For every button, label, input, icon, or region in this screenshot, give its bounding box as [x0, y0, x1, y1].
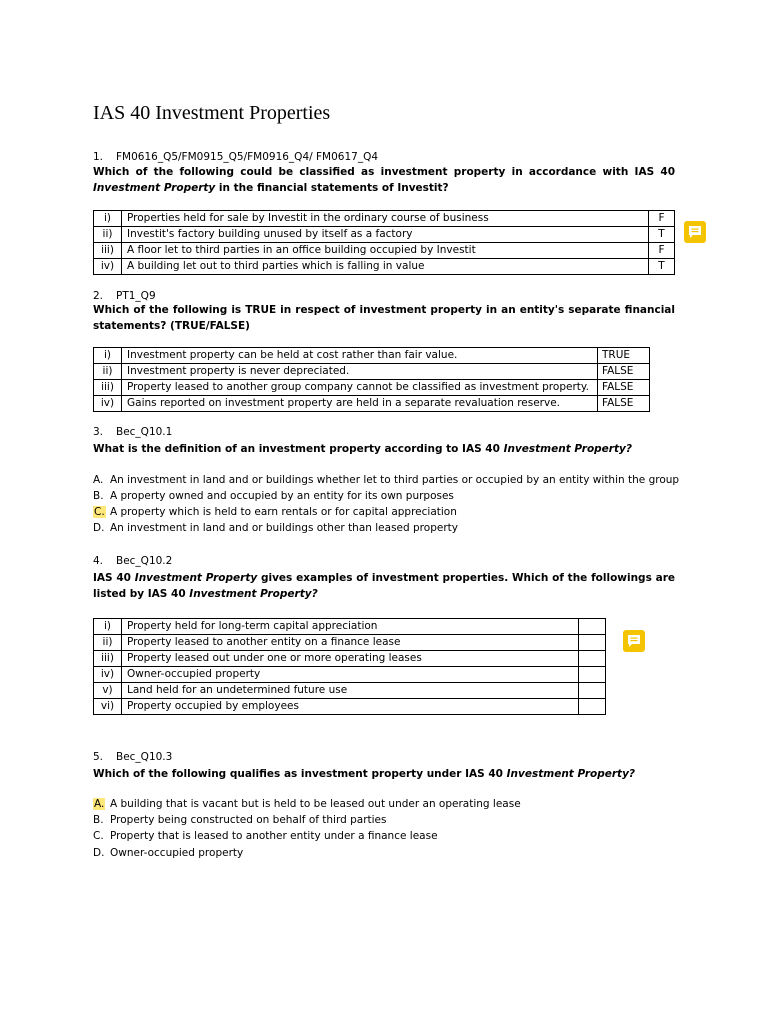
q5-number: 5.	[93, 751, 104, 763]
table-row: iii) Property leased to another group company cannot be classified as investment property. FALSE	[94, 380, 650, 396]
table-row: iii) A floor let to third parties in an office building occupied by Investit F	[94, 243, 675, 259]
q5-option-c: C. Property that is leased to another entity under a finance lease	[93, 830, 438, 842]
q5-option-d: D. Owner-occupied property	[93, 847, 244, 859]
answer-highlight: A.	[94, 798, 105, 810]
q4-header	[93, 555, 172, 567]
table-row: ii) Investment property is never depreciated. FALSE	[94, 364, 650, 380]
q3-ref: Bec_Q10.1	[116, 426, 173, 438]
q1-table	[93, 210, 675, 275]
table-row: iv) Owner-occupied property	[94, 667, 606, 683]
q3-option-b: B. A property owned and occupied by an entity for its own purposes	[93, 490, 454, 502]
q3-text: What is the definition of an investment property according to IAS 40 Investment Property?	[93, 443, 632, 455]
page-title: IAS 40 Investment Properties	[93, 102, 331, 124]
table-row: vi) Property occupied by employees	[94, 699, 606, 715]
table-row: iv) Gains reported on investment property are held in a separate revaluation reserve. FALSE	[94, 396, 650, 412]
q5-option-a: A. A building that is vacant but is held to be leased out under an operating lease	[94, 798, 521, 810]
q5-text: Which of the following qualifies as investment property under IAS 40 Investment Property?	[93, 768, 636, 780]
q4-text: IAS 40 Investment Property gives examples of investment properties. Which of the followings are listed by IAS 40 Investment Property?	[93, 572, 675, 600]
comment-icon[interactable]	[684, 221, 706, 243]
q5-ref: Bec_Q10.3	[116, 751, 173, 763]
answer-highlight: C.	[94, 506, 105, 518]
table-row: ii) Property leased to another entity on a finance lease	[94, 635, 606, 651]
q2-ref: PT1_Q9	[116, 290, 156, 302]
q1-text: Which of the following could be classified as investment property in accordance with IAS 40 Investment Property in the financial statements of Investit?	[93, 166, 675, 194]
q2-header	[93, 290, 156, 302]
comment-icon[interactable]	[623, 630, 645, 652]
table-row: i) Investment property can be held at cost rather than fair value. TRUE	[94, 348, 650, 364]
q4-number: 4.	[93, 555, 104, 567]
table-row: i) Properties held for sale by Investit in the ordinary course of business F	[94, 211, 675, 227]
q2-number: 2.	[93, 290, 104, 302]
table-row: iii) Property leased out under one or more operating leases	[94, 651, 606, 667]
q3-option-d: D. An investment in land and or buildings other than leased property	[93, 522, 458, 534]
q3-header	[93, 426, 172, 438]
q4-ref: Bec_Q10.2	[116, 555, 173, 567]
q1-ref: FM0616_Q5/FM0915_Q5/FM0916_Q4/ FM0617_Q4	[116, 151, 379, 163]
q1-number: 1.	[93, 151, 104, 163]
table-row: i) Property held for long-term capital appreciation	[94, 619, 606, 635]
table-row: iv) A building let out to third parties which is falling in value T	[94, 259, 675, 275]
q1-header	[93, 151, 378, 163]
q5-option-b: B. Property being constructed on behalf of third parties	[93, 814, 387, 826]
q3-option-a: A. An investment in land and or buildings whether let to third parties or occupied by an entity within the group	[93, 474, 680, 486]
q4-table	[93, 618, 606, 715]
q3-option-c: C. A property which is held to earn rentals or for capital appreciation	[94, 506, 457, 518]
q2-text: Which of the following is TRUE in respect of investment property in an entity's separate financial statements? (TRUE/FALSE)	[93, 304, 675, 332]
q3-number: 3.	[93, 426, 104, 438]
q5-header	[93, 751, 172, 763]
q2-table	[93, 347, 650, 412]
table-row: v) Land held for an undetermined future use	[94, 683, 606, 699]
table-row: ii) Investit's factory building unused by itself as a factory T	[94, 227, 675, 243]
